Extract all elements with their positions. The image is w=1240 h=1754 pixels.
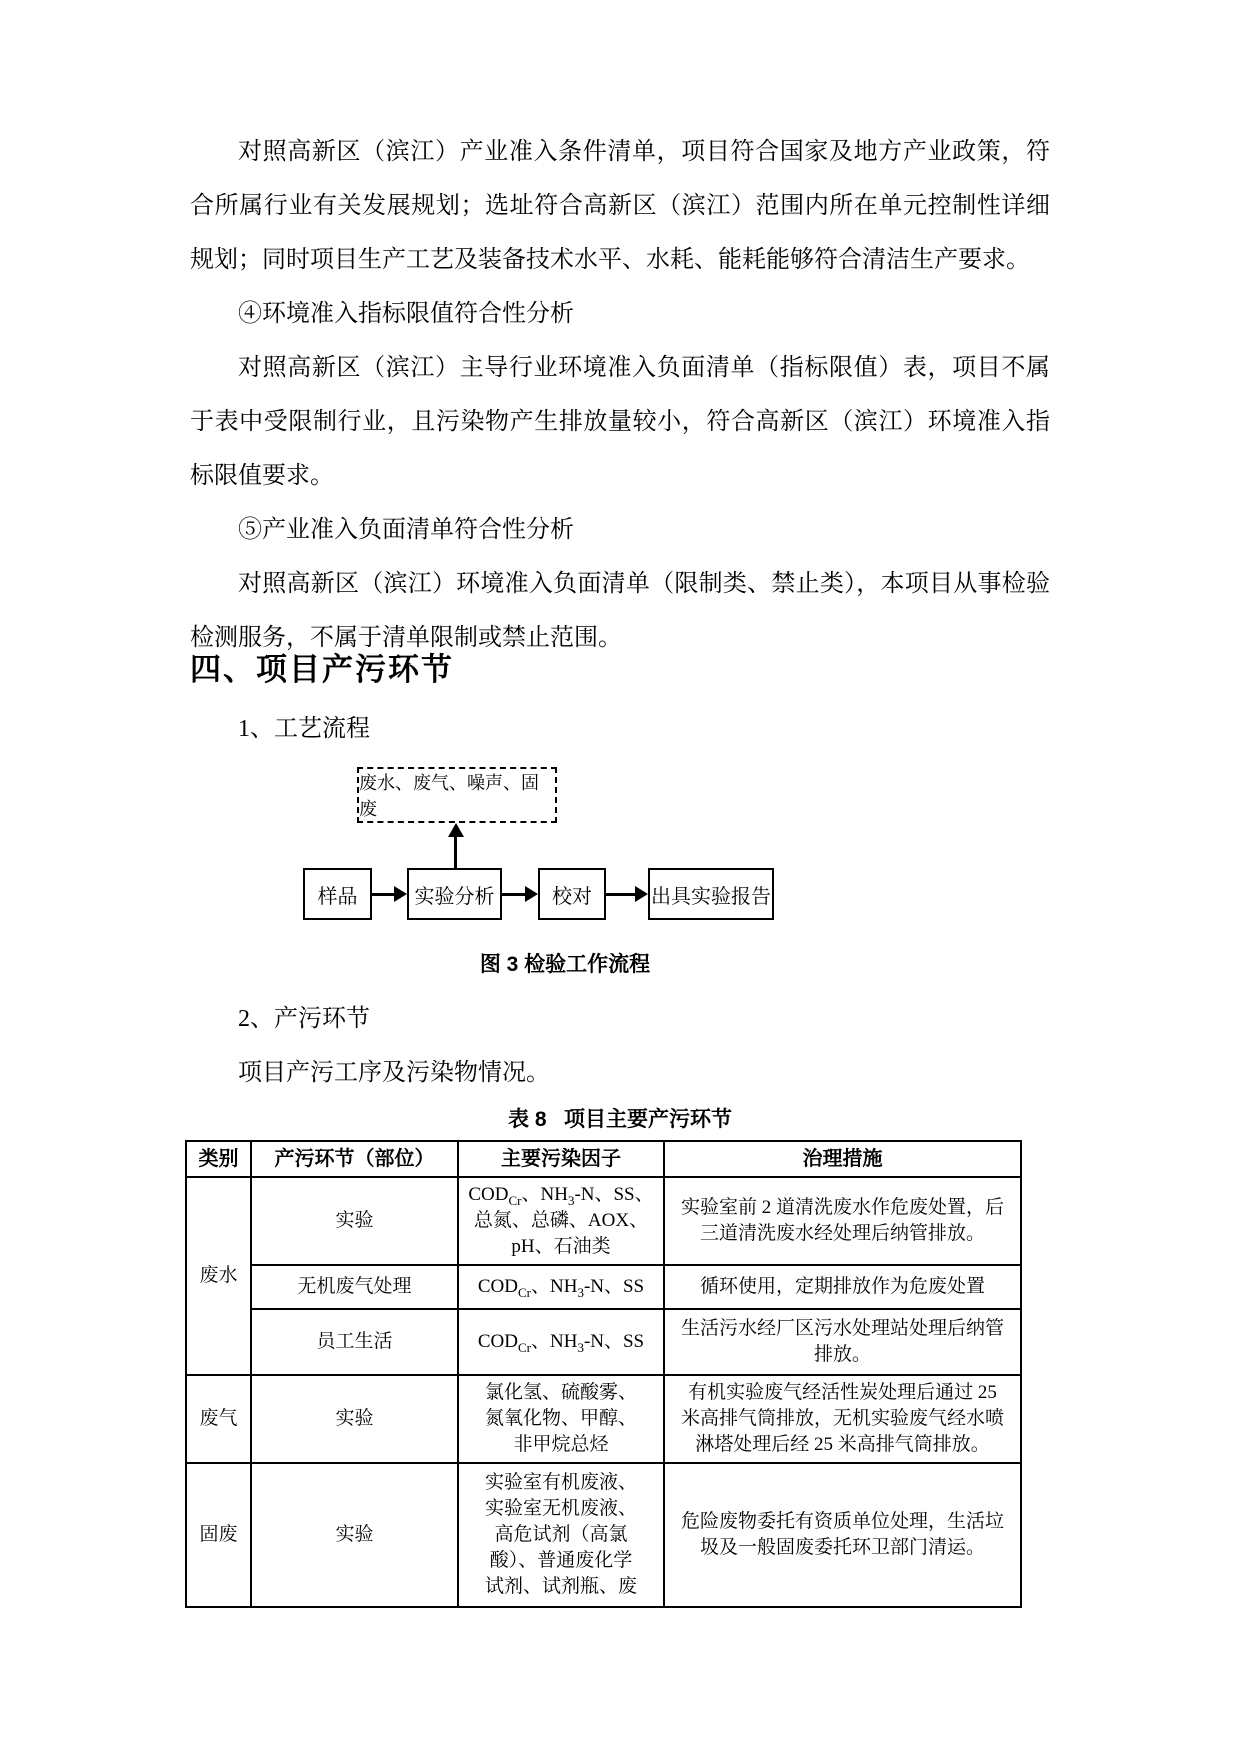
- section-heading-pollution-links: 四、项目产污环节: [190, 652, 454, 687]
- table-8-title: 表 8 项目主要产污环节: [507, 1108, 733, 1131]
- treatment-cell: 实验室前 2 道清洗废水作危废处置，后 三道清洗废水经处理后纳管排放。: [664, 1177, 1021, 1265]
- table-header-row: [186, 1141, 1021, 1177]
- paragraph-limit-analysis: 对照高新区（滨江）主导行业环境准入负面清单（指标限值）表，项目不属于表中受限制行业，且污染物产生排放量较小，符合高新区（滨江）环境准入指标限值要求。: [190, 355, 1050, 489]
- table-lead-in: 项目产污工序及污染物情况。: [238, 1060, 550, 1086]
- factors-cell: 氯化氢、硫酸雾、 氮氧化物、甲醇、 非甲烷总烃: [458, 1375, 664, 1463]
- header-cell-category: 类别: [186, 1141, 251, 1177]
- process-cell: 实验: [251, 1177, 458, 1265]
- treatment-cell: 有机实验废气经活性炭处理后通过 25 米高排气筒排放，无机实验废气经水喷 淋塔处理后经 25 米高排气筒排放。: [664, 1375, 1021, 1463]
- subsection-pollution-links: 2、产污环节: [238, 1006, 370, 1032]
- paragraph-item5-heading: ⑤产业准入负面清单符合性分析: [238, 517, 574, 543]
- paragraph-item4-heading: ④环境准入指标限值符合性分析: [238, 301, 574, 327]
- subsection-process-flow: 1、工艺流程: [238, 716, 370, 742]
- flow-arrow-up-head: [448, 823, 464, 837]
- pollution-links-table: [185, 1140, 1022, 1608]
- header-cell-treatment: 治理措施: [664, 1141, 1021, 1177]
- flow-arrow-2-head: [525, 886, 538, 902]
- flow-step-analysis: 实验分析: [407, 868, 502, 920]
- factors-cell: $COD_{Cr}$、$NH_3-N$、SS: [458, 1265, 664, 1309]
- table-row-wastewater-domestic: [186, 1309, 1021, 1375]
- figure-3-caption: 图 3 检验工作流程: [479, 953, 651, 976]
- factors-cell: $COD_{Cr}$、$NH_3-N$、SS、 总氮、总磷、AOX、 pH、石油类: [458, 1177, 664, 1265]
- flow-arrow-2-shaft: [502, 893, 526, 896]
- category-cell-wastegas: 废气: [186, 1375, 251, 1463]
- header-cell-process: 产污环节（部位）: [251, 1141, 458, 1177]
- category-cell-solidwaste: 固废: [186, 1463, 251, 1607]
- table-row-wastewater-lab: [186, 1177, 1021, 1265]
- factors-cell: $COD_{Cr}$、$NH_3-N$、SS: [458, 1309, 664, 1375]
- process-cell: 员工生活: [251, 1309, 458, 1375]
- flow-step-report: 出具实验报告: [648, 868, 774, 920]
- header-cell-factors: 主要污染因子: [458, 1141, 664, 1177]
- table-row-wastewater-gas-treatment: [186, 1265, 1021, 1309]
- paragraph-policy-compliance: 对照高新区（滨江）产业准入条件清单，项目符合国家及地方产业政策，符合所属行业有关发展规划；选址符合高新区（滨江）范围内所在单元控制性详细规划；同时项目生产工艺及装备技术水平、水耗、能耗能够符合清洁生产要求。: [190, 139, 1050, 273]
- treatment-cell: 生活污水经厂区污水处理站处理后纳管 排放。: [664, 1309, 1021, 1375]
- flow-step-proofread: 校对: [538, 868, 606, 920]
- process-cell: 实验: [251, 1375, 458, 1463]
- treatment-cell: 危险废物委托有资质单位处理，生活垃 圾及一般固废委托环卫部门清运。: [664, 1463, 1021, 1607]
- treatment-cell: 循环使用，定期排放作为危废处置: [664, 1265, 1021, 1309]
- flow-arrow-3-head: [635, 886, 648, 902]
- category-cell-wastewater: 废水: [186, 1177, 251, 1375]
- flow-arrow-up-shaft: [454, 837, 457, 868]
- paragraph-negative-list: 对照高新区（滨江）环境准入负面清单（限制类、禁止类），本项目从事检验检测服务，不属于清单限制或禁止范围。: [190, 571, 1050, 651]
- flow-step-sample: 样品: [303, 868, 372, 920]
- flow-arrow-1-shaft: [372, 893, 395, 896]
- table-row-solidwaste-lab: [186, 1463, 1021, 1607]
- factors-cell: 实验室有机废液、 实验室无机废液、 高危试剂（高氯 酸）、普通废化学 试剂、试剂瓶、废: [458, 1463, 664, 1607]
- table-row-wastegas-lab: [186, 1375, 1021, 1463]
- flow-arrow-3-shaft: [606, 893, 636, 896]
- flow-arrow-1-head: [394, 886, 407, 902]
- process-cell: 无机废气处理: [251, 1265, 458, 1309]
- process-cell: 实验: [251, 1463, 458, 1607]
- flow-emission-box: 废水、废气、噪声、固废: [357, 767, 557, 823]
